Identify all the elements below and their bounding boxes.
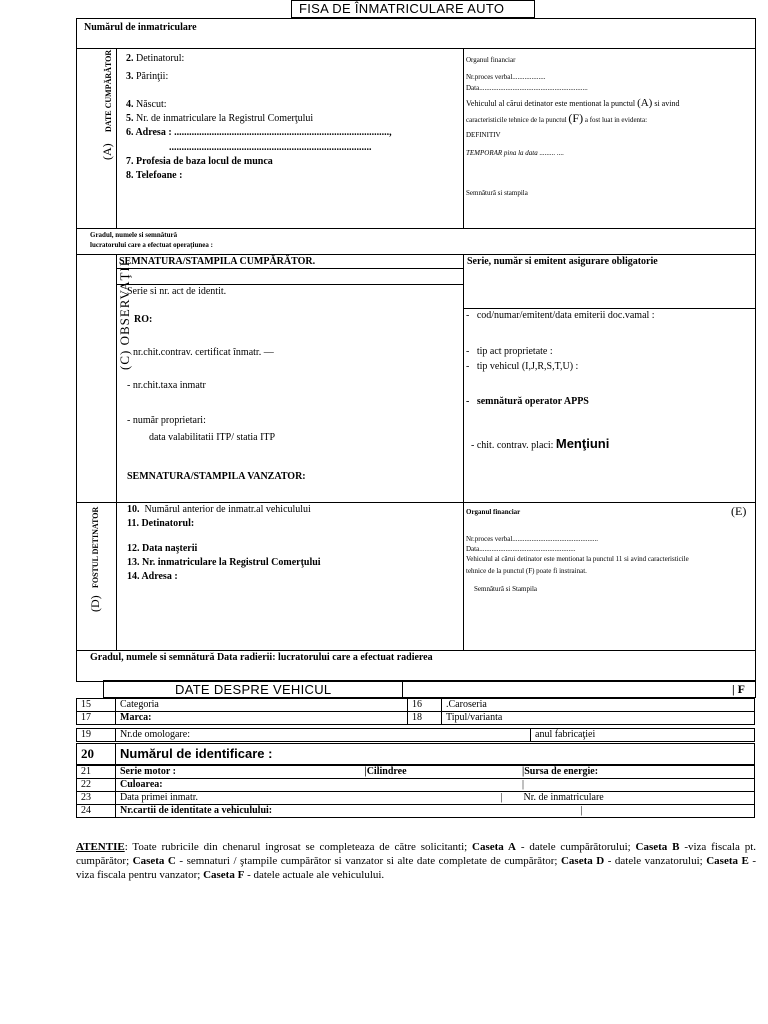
vehicul-text-b2: caracteristicile tehnice de la punctul (F) a fost luat in evidenta: [466,111,648,125]
field-14: 14. Adresa : [127,571,178,582]
field-6: 6. Adresa : ......................................................................................, [126,127,392,138]
serie-motor: Serie motor : [120,766,176,777]
row-num: 22 [77,779,116,792]
divider [463,254,464,502]
divider [76,228,756,229]
section-c-label: (C) OBSERVAŢII [117,260,132,370]
divider [116,268,463,269]
sursa-energie: |Sursa de energie: [518,766,755,779]
proces-verbal-e: Nr.proces verbal................................................. [466,535,599,543]
vehicul-text-b1: Vehiculul al cărui detinator este mentionat la punctul (A) si avind [466,97,680,109]
marca: Marca: [116,712,408,725]
data-prima-cell [116,792,604,805]
grad-line1: Gradul, numele si semnătură [90,231,178,239]
asigurare: Serie, număr si emitent asigurare obligatorie [467,256,658,267]
divider [463,502,464,650]
field-2: 2. Detinatorul: [126,53,185,64]
row-num: 23 [77,792,116,805]
culoarea: Culoarea: [116,779,519,792]
row-num: 24 [77,805,116,818]
divider [463,48,464,228]
serie-motor-cell [116,766,519,779]
semnatura-e: Semnătură si Stampila [474,585,537,593]
divider [76,48,756,49]
row-num: 17 [77,712,116,725]
semn-apps: - semnătură operator APPS [466,396,589,407]
semn-vanzator: SEMNATURA/STAMPILA VANZATOR: [127,471,306,482]
divider [116,284,463,285]
organ-financiar-e: Organul financiar [466,508,521,516]
nr-inmatriculare-label: Numărul de inmatriculare [84,22,197,33]
tip-act: - tip act proprietate : [466,346,553,357]
tip-vehicul: - tip vehicul (I,J,R,S,T,U) : [466,361,579,372]
proces-verbal-b: Nr.proces verbal................... [466,73,546,81]
numar-identificare: Numărul de identificare : [116,744,755,765]
vehicul-text-e2: tehnice de la punctul (F) poate fi instrainat. [466,567,587,575]
cilindree: |Cilindree [364,766,407,777]
section-a-title: DATE CUMPĂRĂTOR [104,49,113,132]
ref-e: (E) [731,504,747,518]
field-8: 8. Telefoane : [126,170,183,181]
section-d-title: FOSTUL DETINATOR [91,506,100,588]
field-3: 3. Părinţii: [126,71,169,82]
atentie-note: ATENTIE: Toate rubricile din chenarul ingrosat se completeaza de către solicitanti; Caseta A - datele cumpărătorului; Caseta B -viza fiscala pt. cumpărător; Caseta C - semnaturi / ştampile cumpărător si vanzator si alte date completate de cumpărător; Caseta D - datele vanzatorului; Caseta E - viza fiscala pentru vanzator; Caseta F - datele actuale ale vehiculului. [76,841,757,881]
form-title: FISA DE ÎNMATRICULARE AUTO [299,1,505,16]
field-13: 13. Nr. inmatriculare la Registrul Comerţului [127,557,321,568]
certificat: nr.chit.contrav. certificat înmatr. — [133,347,274,358]
field-10: 10. Numărul anterior de inmatr.al vehiculului [127,504,311,515]
chit-placi: - chit. contrav. placi: Menţiuni [471,436,610,451]
data-primei: Data primei inmatr. [120,792,199,803]
divider [402,680,403,698]
cod-vamal: - cod/numar/emitent/data emiterii doc.vamal : [466,310,655,321]
field-6-cont: ................................................................................. [169,142,372,153]
nr-inmatr: Nr. de inmatriculare [523,792,604,803]
caroseria: .Caroseria [442,699,755,712]
serie-act: Serie si nr. act de identit. [127,286,227,297]
divider [116,48,117,228]
semn-cumparator: SEMNATURA/STAMPILA CUMPĂRĂTOR. [119,256,316,267]
field-12: 12. Data naşterii [127,543,198,554]
culoarea-sep: | [518,779,755,792]
carte-id-cell [116,805,583,818]
vehicul-text-e1: Vehiculul al cărui detinator este mentionat la punctul 11 si avind caracteristicile [466,555,689,563]
omologare: Nr.de omologare: [116,729,531,742]
grad-line2: lucratorului care a efectuat operaţiunea : [90,241,213,249]
temporar: TEMPORAR pina la data ......... .... [466,149,564,157]
row-num: 18 [408,712,442,725]
sep: | [500,792,503,803]
divider [76,650,756,651]
tipul: Tipul/varianta [442,712,755,725]
divider [76,254,756,255]
vehicul-table-4 [76,765,755,818]
vehicul-table-2 [76,728,755,742]
divider [76,502,756,503]
organ-financiar-b: Organul financiar [466,56,516,64]
section-d-label: (D) [88,595,102,612]
field-11: 11. Detinatorul: [127,518,195,529]
row-num: 20 [77,744,116,765]
section-a-label: (A) [100,143,114,160]
vehicul-table-1 [76,698,755,725]
anul-fabricatiei: anul fabricaţiei [531,729,755,742]
row-num: 16 [408,699,442,712]
field-5: 5. Nr. de inmatriculare la Registrul Comerţului [126,113,314,124]
semnatura-b: Semnătură si stampila [466,189,528,197]
vehicul-table-3 [76,743,755,765]
definitiv: DEFINITIV [466,131,501,139]
vehicul-title: DATE DESPRE VEHICUL [175,682,332,697]
grad-radiere: Gradul, numele si semnătură Data radierii: lucratorului care a efectuat radierea [90,652,433,663]
ro-label: RO: [134,314,153,325]
row-num: 15 [77,699,116,712]
carte-identitate: Nr.cartii de identitate a vehiculului: [120,805,273,816]
row-num: 19 [77,729,116,742]
taxa: - nr.chit.taxa inmatr [127,380,206,391]
field-7: 7. Profesia de baza locul de munca [126,156,273,167]
data-b: Data.............................................................. [466,84,588,92]
itp: data valabilitatii ITP/ statia ITP [149,432,276,443]
f-mark: | F [732,682,745,696]
row-num: 21 [77,766,116,779]
data-e: Data....................................................... [466,545,576,553]
categoria: Categoria [116,699,408,712]
nr-proprietari: - număr proprietari: [127,415,206,426]
divider [463,308,756,309]
empty [518,805,755,818]
field-4: 4. Născut: [126,99,167,110]
sep: | [580,805,583,816]
